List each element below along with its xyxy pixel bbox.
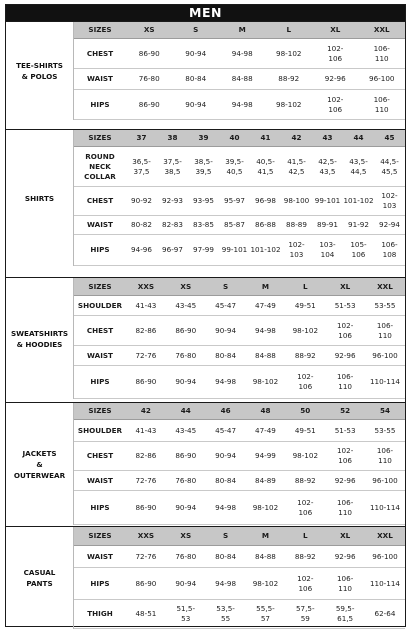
measurement-cell: 96-98 (255, 196, 276, 205)
measurement-cell: 94-98 (215, 377, 237, 386)
measurement-cell: 84-88 (255, 350, 276, 360)
table-row (74, 187, 405, 216)
measurement-cell: 102- 106 (297, 573, 314, 593)
size-header-cell: 42 (291, 133, 302, 142)
measurement-cell: 51-53 (334, 300, 356, 310)
size-header-cell: 46 (220, 406, 231, 415)
measurement-cell: 94-98 (255, 325, 276, 335)
measurement-cell: 102- 106 (327, 94, 344, 114)
size-header-cell: 52 (340, 406, 351, 415)
size-header-cell: XXS (137, 531, 155, 540)
measurement-label: WAIST (87, 350, 113, 360)
size-header-cell: 37 (136, 133, 147, 142)
measurement-cell: 98-102 (292, 325, 319, 335)
measurement-label: HIPS (90, 99, 110, 109)
measurement-cell: 106- 110 (373, 43, 390, 63)
measurement-cell: 82-86 (135, 451, 157, 460)
measurement-cell: 90-94 (175, 502, 197, 512)
measurement-label: CHEST (86, 196, 114, 205)
size-header-cell: 54 (379, 406, 390, 415)
size-header-cell: 38 (167, 133, 178, 142)
measurement-label: THIGH (87, 609, 113, 618)
measurement-cell: 98-102 (276, 48, 302, 58)
measurement-cell: 92-96 (334, 475, 356, 485)
measurement-cell: 51-53 (334, 425, 356, 435)
measurement-cell: 86-90 (175, 325, 197, 335)
measurement-cell: 40,5- 41,5 (256, 156, 275, 176)
measurement-cell: 88-92 (294, 551, 316, 561)
measurement-cell: 101-102 (343, 196, 374, 205)
measurement-cell: 53-55 (374, 425, 396, 435)
table-row (74, 471, 405, 491)
section-title: TEE-SHIRTS & POLOS (6, 22, 74, 120)
measurement-cell: 102- 106 (297, 497, 314, 517)
size-header-cell: L (303, 531, 308, 540)
measurement-cell: 86-90 (135, 502, 157, 512)
measurement-cell: 98-102 (276, 99, 302, 109)
measurement-cell: 110-114 (369, 502, 400, 512)
measurement-cell: 90-94 (175, 377, 197, 386)
table-row (74, 442, 405, 471)
table-row (74, 366, 405, 399)
measurement-cell: 55,5- 57 (256, 604, 275, 623)
measurement-cell: 80-84 (215, 551, 237, 561)
measurement-cell: 106- 110 (336, 573, 354, 593)
sizes-label: SIZES (88, 133, 112, 142)
measurement-cell: 98-102 (292, 451, 319, 460)
size-header-cell: 42 (140, 406, 151, 415)
measurement-cell: 106- 110 (376, 320, 394, 340)
size-header-cell: XXL (373, 25, 390, 34)
size-header-cell: L (286, 25, 292, 34)
measurement-cell: 96-97 (162, 245, 183, 254)
measurement-cell: 41,5- 42,5 (287, 156, 306, 176)
measurement-cell: 45-47 (215, 300, 237, 310)
table-row (74, 296, 405, 316)
section-title: SWEATSHIRTS & HOODIES (6, 278, 74, 399)
measurement-cell: 82-83 (162, 220, 183, 229)
measurement-cell: 92-96 (324, 74, 346, 83)
table-row (74, 147, 405, 187)
size-header-cell: 40 (229, 133, 240, 142)
measurement-label: HIPS (90, 377, 110, 386)
size-table (74, 278, 405, 399)
measurement-label: ROUND NECK COLLAR (84, 151, 116, 181)
size-header-cell: XS (143, 25, 155, 34)
measurement-label: CHEST (86, 48, 114, 58)
section-title: CASUAL PANTS (6, 527, 74, 629)
section-title: SHIRTS (6, 130, 74, 266)
section-0 (6, 21, 405, 120)
measurement-cell: 95-97 (224, 196, 245, 205)
measurement-cell: 86-90 (138, 99, 160, 109)
measurement-cell: 90-94 (215, 451, 237, 460)
measurement-cell: 76-80 (175, 475, 197, 485)
table-row (74, 90, 405, 120)
measurement-cell: 90-94 (185, 48, 207, 58)
table-row (74, 316, 405, 346)
size-table (74, 403, 405, 525)
size-header-cell: M (261, 281, 270, 291)
measurement-cell: 102- 106 (336, 320, 354, 340)
table-row (74, 568, 405, 600)
size-header-cell: XXS (137, 281, 155, 291)
size-header-cell: XL (340, 531, 351, 540)
measurement-cell: 90-92 (131, 196, 152, 205)
measurement-cell: 86-90 (135, 377, 157, 386)
measurement-cell: 105- 106 (350, 240, 367, 259)
table-row (74, 346, 405, 366)
measurement-cell: 94-99 (255, 451, 276, 460)
table-row (74, 39, 405, 69)
size-header-cell: 41 (260, 133, 271, 142)
measurement-cell: 86-90 (138, 48, 160, 58)
size-header-cell: 50 (300, 406, 311, 415)
measurement-cell: 41-43 (135, 425, 157, 435)
section-2 (6, 277, 405, 399)
measurement-cell: 41-43 (135, 300, 157, 310)
measurement-cell: 59,5- 61,5 (335, 604, 355, 623)
measurement-cell: 96-100 (369, 74, 395, 83)
measurement-cell: 62-64 (374, 609, 396, 618)
measurement-label: WAIST (87, 74, 113, 83)
measurement-cell: 102- 103 (288, 240, 305, 259)
measurement-cell: 102- 106 (297, 372, 314, 391)
measurement-cell: 102- 106 (336, 446, 354, 465)
measurement-cell: 80-82 (131, 220, 152, 229)
size-header-cell: M (261, 531, 270, 540)
measurement-cell: 94-98 (215, 578, 237, 588)
measurement-cell: 80-84 (215, 475, 237, 485)
measurement-label: CHEST (86, 451, 114, 460)
measurement-cell: 96-100 (372, 475, 398, 485)
measurement-label: SHOULDER (77, 300, 123, 310)
measurement-cell: 99-101 (221, 245, 248, 254)
measurement-cell: 44,5- 45,5 (380, 156, 399, 176)
size-header-cell: XS (180, 531, 192, 540)
measurement-cell: 86-88 (255, 220, 276, 229)
size-header-cell: M (238, 25, 246, 34)
size-chart (5, 4, 406, 627)
size-header-cell: L (303, 281, 308, 291)
measurement-cell: 72-76 (135, 551, 157, 561)
size-header-row (74, 527, 405, 546)
measurement-cell: 37,5- 38,5 (163, 156, 182, 176)
measurement-cell: 38,5- 39,5 (194, 156, 213, 176)
measurement-cell: 101-102 (250, 245, 281, 254)
size-header-cell: 39 (198, 133, 209, 142)
measurement-cell: 43,5- 44,5 (349, 156, 368, 176)
measurement-cell: 106- 108 (381, 240, 398, 259)
size-header-row (74, 22, 405, 39)
measurement-label: CHEST (86, 325, 114, 335)
size-header-cell: 44 (353, 133, 364, 142)
measurement-cell: 88-92 (294, 475, 316, 485)
measurement-cell: 76-80 (138, 74, 160, 83)
sizes-label: SIZES (88, 531, 112, 540)
measurement-label: SHOULDER (77, 425, 123, 435)
measurement-cell: 96-100 (372, 551, 398, 561)
measurement-cell: 76-80 (175, 551, 197, 561)
measurement-label: WAIST (87, 551, 113, 561)
measurement-cell: 97-99 (193, 245, 214, 254)
measurement-cell: 72-76 (135, 350, 157, 360)
table-row (74, 600, 405, 629)
size-header-cell: XL (340, 281, 351, 291)
size-table (74, 527, 405, 629)
size-header-cell: S (223, 281, 229, 291)
table-row (74, 420, 405, 442)
size-table (74, 22, 405, 120)
measurement-cell: 90-94 (185, 99, 207, 109)
measurement-cell: 99-101 (314, 196, 341, 205)
measurement-cell: 88-89 (286, 220, 307, 229)
measurement-cell: 76-80 (175, 350, 197, 360)
sizes-label: SIZES (88, 406, 112, 415)
measurement-cell: 51,5- 53 (176, 604, 196, 623)
size-header-cell: XXL (377, 281, 393, 291)
measurement-cell: 84-88 (255, 551, 276, 561)
size-header-cell: 48 (260, 406, 271, 415)
measurement-cell: 49-51 (294, 425, 316, 435)
size-header-row (74, 403, 405, 420)
measurement-cell: 88-92 (278, 74, 300, 83)
measurement-cell: 80-84 (215, 350, 237, 360)
measurement-cell: 106- 110 (336, 497, 354, 517)
measurement-cell: 92-94 (379, 220, 400, 229)
measurement-cell: 90-94 (175, 578, 197, 588)
size-header-row (74, 278, 405, 296)
size-header-cell: 45 (384, 133, 395, 142)
measurement-cell: 72-76 (135, 475, 157, 485)
measurement-cell: 98-102 (252, 502, 279, 512)
measurement-cell: 92-96 (334, 551, 356, 561)
measurement-cell: 91-92 (348, 220, 369, 229)
measurement-cell: 96-100 (372, 350, 398, 360)
measurement-cell: 86-90 (135, 578, 157, 588)
measurement-cell: 106- 110 (376, 446, 394, 465)
measurement-label: WAIST (87, 475, 113, 485)
measurement-cell: 102- 103 (381, 191, 398, 210)
section-1 (6, 129, 405, 266)
measurement-label: WAIST (87, 220, 113, 229)
size-table (74, 130, 405, 266)
measurement-cell: 80-84 (185, 74, 207, 83)
measurement-cell: 47-49 (255, 300, 276, 310)
measurement-cell: 36,5- 37,5 (132, 156, 151, 176)
size-header-cell: XS (180, 281, 192, 291)
measurement-cell: 94-98 (231, 48, 253, 58)
size-header-cell: XXL (377, 531, 393, 540)
measurement-cell: 85-87 (224, 220, 245, 229)
measurement-cell: 94-96 (131, 245, 152, 254)
measurement-cell: 57,5- 59 (295, 604, 315, 623)
measurement-cell: 92-93 (162, 196, 183, 205)
measurement-cell: 83-85 (193, 220, 214, 229)
size-header-cell: XL (330, 25, 341, 34)
measurement-cell: 53,5- 55 (216, 604, 235, 623)
measurement-cell: 103- 104 (319, 240, 336, 259)
section-3 (6, 402, 405, 525)
measurement-label: HIPS (90, 502, 110, 512)
size-header-cell: 44 (180, 406, 191, 415)
measurement-cell: 98-100 (283, 196, 310, 205)
sizes-label: SIZES (88, 281, 112, 291)
measurement-cell: 106- 110 (373, 94, 390, 114)
table-row (74, 69, 405, 90)
size-header-cell: 43 (322, 133, 333, 142)
section-4 (6, 526, 405, 629)
measurement-cell: 90-94 (215, 325, 237, 335)
table-row (74, 235, 405, 266)
table-row (74, 216, 405, 235)
measurement-cell: 53-55 (374, 300, 396, 310)
measurement-cell: 42,5- 43,5 (318, 156, 337, 176)
measurement-cell: 110-114 (369, 377, 400, 386)
measurement-cell: 43-45 (175, 425, 197, 435)
measurement-cell: 98-102 (252, 578, 279, 588)
measurement-cell: 48-51 (135, 609, 157, 618)
measurement-cell: 88-92 (294, 350, 316, 360)
measurement-label: HIPS (90, 578, 110, 588)
size-header-cell: S (223, 531, 229, 540)
measurement-label: HIPS (90, 245, 110, 254)
section-title: JACKETS & OUTERWEAR (6, 403, 74, 525)
measurement-cell: 45-47 (215, 425, 237, 435)
measurement-cell: 94-98 (231, 99, 253, 109)
measurement-cell: 110-114 (369, 578, 400, 588)
measurement-cell: 89-91 (317, 220, 338, 229)
measurement-cell: 102- 106 (327, 43, 344, 63)
measurement-cell: 47-49 (255, 425, 276, 435)
measurement-cell: 84-89 (255, 475, 276, 485)
measurement-cell: 106- 110 (336, 372, 354, 391)
size-header-row (74, 130, 405, 147)
table-row (74, 491, 405, 525)
measurement-cell: 84-88 (231, 74, 253, 83)
measurement-cell: 93-95 (193, 196, 214, 205)
sizes-label: SIZES (88, 25, 112, 34)
measurement-cell: 43-45 (175, 300, 197, 310)
measurement-cell: 98-102 (252, 377, 279, 386)
chart-title: MEN (6, 5, 405, 21)
measurement-cell: 49-51 (294, 300, 316, 310)
measurement-cell: 94-98 (215, 502, 237, 512)
measurement-cell: 39,5- 40,5 (225, 156, 244, 176)
measurement-cell: 92-96 (334, 350, 356, 360)
table-row (74, 546, 405, 568)
measurement-cell: 86-90 (175, 451, 197, 460)
measurement-cell: 82-86 (135, 325, 157, 335)
size-header-cell: S (193, 25, 199, 34)
